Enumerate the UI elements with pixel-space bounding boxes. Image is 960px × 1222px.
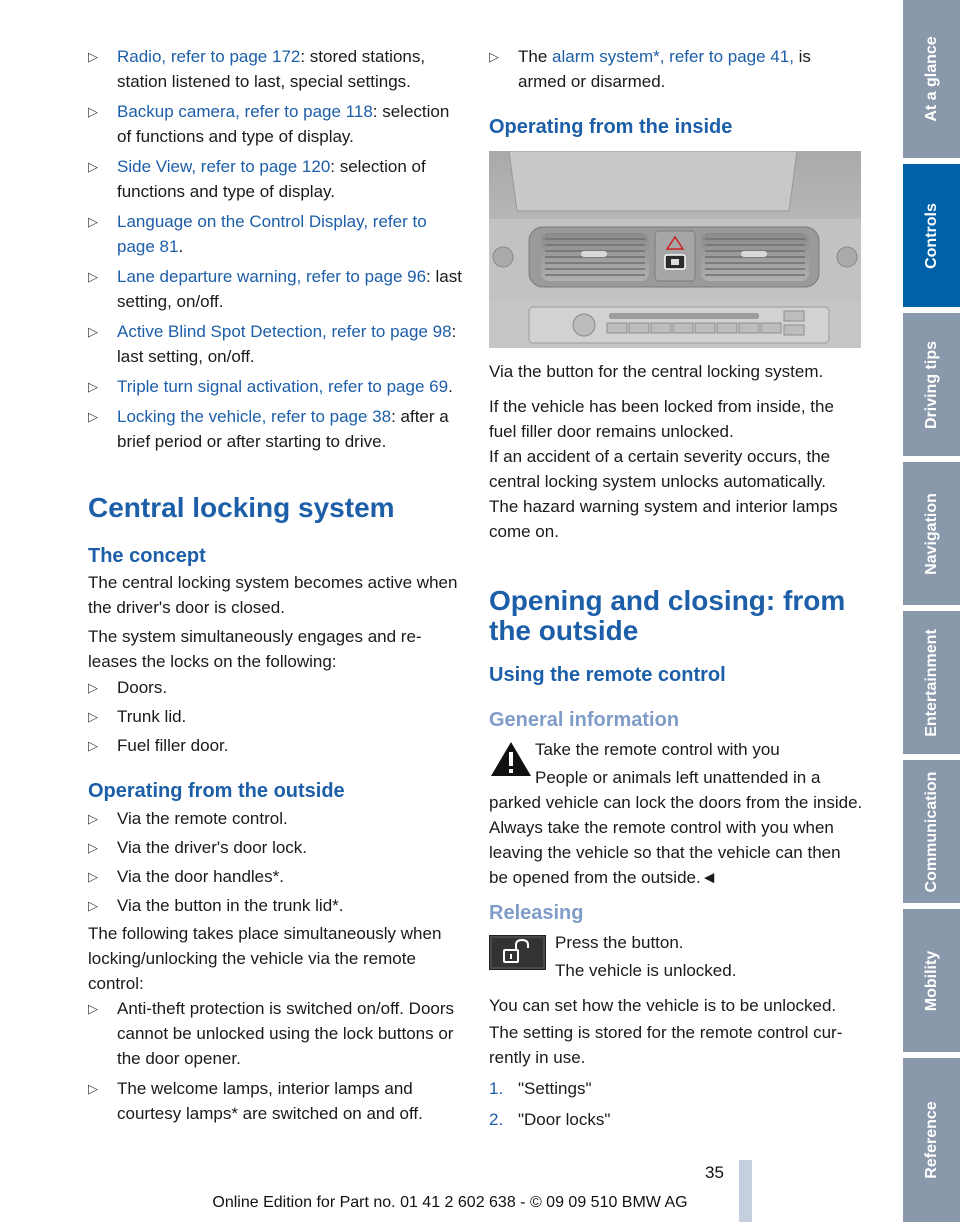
- list-text: Trunk lid.: [117, 707, 187, 726]
- list-item: [88, 154, 463, 204]
- warning-icon: [489, 740, 533, 778]
- list-item: [88, 44, 463, 94]
- list-text: Fuel filler door.: [117, 736, 229, 755]
- unlock-icon: [489, 935, 546, 970]
- list-item: [88, 806, 463, 831]
- tab-mobility[interactable]: [903, 909, 960, 1052]
- tab-label: Controls: [922, 202, 940, 269]
- bullet-icon: ▷: [88, 324, 98, 339]
- tab-at-a-glance[interactable]: [903, 0, 960, 158]
- warning-title: Take the remote control with you: [535, 740, 780, 759]
- bullet-icon: ▷: [88, 409, 98, 424]
- page-link[interactable]: Locking the vehicle, refer to page 38: [117, 407, 392, 426]
- locks-list: [88, 675, 463, 758]
- tab-label: Reference: [922, 1101, 940, 1179]
- tab-reference[interactable]: [903, 1058, 960, 1222]
- step-number: 1.: [489, 1079, 504, 1098]
- bullet-icon: ▷: [88, 269, 98, 284]
- list-text: : last setting, on/off.: [117, 322, 457, 366]
- bullet-icon: ▷: [88, 709, 98, 724]
- tab-label: Driving tips: [922, 340, 940, 429]
- list-item: [489, 1076, 861, 1101]
- list-item: [88, 893, 463, 918]
- bullet-icon: ▷: [88, 898, 98, 913]
- instruction-text: The vehicle is unlocked.: [555, 961, 737, 980]
- list-item: [88, 99, 463, 149]
- tab-label: At a glance: [922, 36, 940, 122]
- list-text: : stored stations, station listened to last, special settings.: [117, 47, 426, 91]
- dashboard-illustration: [489, 151, 861, 348]
- steps-list: [489, 1076, 861, 1132]
- image-caption: Via the button for the central locking system.: [489, 362, 824, 381]
- tab-label: Navigation: [922, 492, 940, 575]
- section-title: Central locking system: [88, 492, 395, 523]
- list-text: The: [518, 47, 553, 66]
- subsection-title: General information: [489, 709, 680, 731]
- list-text: Via the remote control.: [117, 809, 288, 828]
- list-item: [88, 319, 463, 369]
- subsection-title: Releasing: [489, 902, 584, 924]
- list-item: [88, 374, 463, 399]
- list-text: .: [178, 237, 184, 256]
- following-list: [88, 996, 463, 1126]
- page-link[interactable]: Language on the Control Display, refer to page 81: [117, 212, 427, 256]
- list-text: Doors.: [117, 678, 168, 697]
- paragraph: You can set how the vehicle is to be unlocked.: [489, 996, 837, 1015]
- instruction-text: Press the button.: [555, 933, 684, 952]
- list-item: [88, 209, 463, 259]
- outside-list: [88, 806, 463, 918]
- list-text: The welcome lamps, interior lamps and courtesy lamps* are switched on and off.: [117, 1079, 423, 1123]
- paragraph: The system simultaneously engages and releases the locks on the following:: [88, 627, 422, 671]
- list-text: : last setting, on/off.: [117, 267, 462, 311]
- bullet-icon: ▷: [88, 104, 98, 119]
- list-item: [88, 733, 463, 758]
- list-item: [88, 675, 463, 700]
- list-item: [88, 835, 463, 860]
- warning-triangle-icon: [489, 740, 533, 778]
- list-text: Via the door handles*.: [117, 867, 284, 886]
- list-item: [489, 1107, 861, 1132]
- tab-label: Communication: [922, 771, 940, 892]
- paragraph: The setting is stored for the remote control currently in use.: [489, 1023, 843, 1067]
- bullet-icon: ▷: [88, 840, 98, 855]
- list-text: Anti-theft protection is switched on/off. Doors cannot be unlocked using the lock buttons or the door opener.: [117, 999, 455, 1068]
- dashboard-image: [489, 151, 861, 348]
- warning-text: parked vehicle can lock the doors from the inside. Always take the remote control with you when leaving the vehicle so that the vehicle can then be opened from the outside.◄: [489, 793, 863, 887]
- tab-driving-tips[interactable]: [903, 313, 960, 456]
- footer-text: Online Edition for Part no. 01 41 2 602 638 - © 09 09 510 BMW AG: [212, 1194, 688, 1211]
- subsection-title: The concept: [88, 545, 206, 567]
- tab-navigation[interactable]: [903, 462, 960, 605]
- warning-text: People or animals left unattended in a: [535, 768, 821, 787]
- list-text: Via the button in the trunk lid*.: [117, 896, 344, 915]
- list-item: [88, 996, 463, 1071]
- bullet-icon: ▷: [88, 1001, 98, 1016]
- list-item: [88, 864, 463, 889]
- tab-label: Mobility: [922, 950, 940, 1011]
- paragraph: The central locking system becomes active when the driver's door is closed.: [88, 573, 458, 617]
- unlock-button-icon: [489, 935, 546, 970]
- bullet-icon: ▷: [88, 214, 98, 229]
- paragraph: The hazard warning system and interior lamps come on.: [489, 497, 838, 541]
- subsection-title: Operating from the outside: [88, 780, 345, 802]
- page-number: 35: [705, 1163, 724, 1182]
- tab-controls[interactable]: [903, 164, 960, 307]
- bullet-icon: ▷: [88, 1081, 98, 1096]
- list-item: [489, 44, 861, 94]
- page-link[interactable]: alarm system*, refer to page 41,: [552, 47, 794, 66]
- page-link[interactable]: Triple turn signal activation, refer to page 69: [117, 377, 449, 396]
- list-text: "Door locks": [518, 1110, 611, 1129]
- bullet-icon: ▷: [88, 379, 98, 394]
- bullet-icon: ▷: [489, 49, 499, 64]
- list-text: : after a brief period or after starting to drive.: [117, 407, 449, 451]
- settings-list: [88, 44, 463, 454]
- bullet-icon: ▷: [88, 738, 98, 753]
- page-link[interactable]: Backup camera, refer to page 118: [117, 102, 373, 121]
- section-title: Opening and closing: from the outside: [489, 585, 846, 646]
- bullet-icon: ▷: [88, 680, 98, 695]
- tab-entertainment[interactable]: [903, 611, 960, 754]
- bullet-icon: ▷: [88, 811, 98, 826]
- page-link[interactable]: Radio, refer to page 172: [117, 47, 301, 66]
- bullet-icon: ▷: [88, 49, 98, 64]
- subsection-title: Operating from the inside: [489, 116, 733, 138]
- list-text: "Settings": [518, 1079, 592, 1098]
- list-item: [88, 1076, 463, 1126]
- tab-label: Entertainment: [922, 628, 940, 737]
- list-text: : selection of functions and type of display.: [117, 102, 450, 146]
- list-item: [88, 264, 463, 314]
- list-item: [88, 704, 463, 729]
- bullet-icon: ▷: [88, 869, 98, 884]
- page-link[interactable]: Side View, refer to page 120: [117, 157, 331, 176]
- paragraph: If the vehicle has been locked from inside, the fuel filler door remains unlocked.: [489, 397, 834, 441]
- paragraph: If an accident of a certain severity occurs, the central locking system unlocks automatically.: [489, 447, 831, 491]
- paragraph: The following takes place simultaneously when locking/unlocking the vehicle via the remote control:: [88, 924, 442, 993]
- list-item: [88, 404, 463, 454]
- page-link[interactable]: Lane departure warning, refer to page 96: [117, 267, 427, 286]
- page-link[interactable]: Active Blind Spot Detection, refer to page 98: [117, 322, 452, 341]
- list-text: is armed or disarmed.: [518, 47, 811, 91]
- page-number-bar: [739, 1160, 752, 1222]
- list-text: .: [448, 377, 453, 396]
- bullet-icon: ▷: [88, 159, 98, 174]
- list-text: Via the driver's door lock.: [117, 838, 308, 857]
- tab-communication[interactable]: [903, 760, 960, 903]
- list-text: : selection of functions and type of display.: [117, 157, 426, 201]
- step-number: 2.: [489, 1110, 504, 1129]
- subsection-title: Using the remote control: [489, 664, 726, 686]
